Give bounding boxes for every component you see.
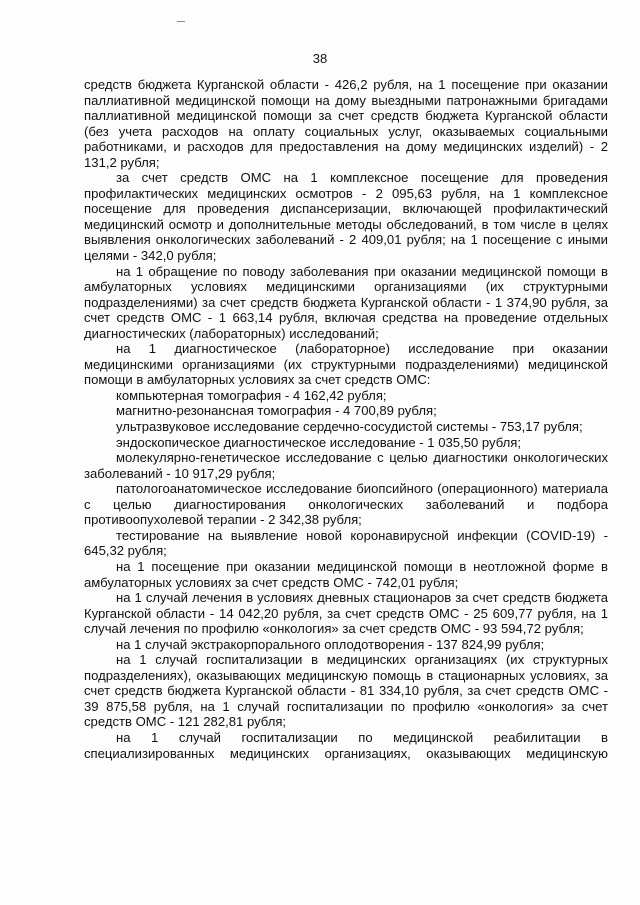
paragraph: на 1 диагностическое (лабораторное) исследование при оказании медицинскими организациями (их структурными подразделениями) медицинской помощи в амбулаторных условиях за счет средств ОМС:	[84, 341, 608, 388]
page-number: 38	[312, 51, 328, 66]
scan-mark	[177, 21, 185, 22]
paragraph: на 1 случай лечения в условиях дневных стационаров за счет средств бюджета Курганской области - 14 042,20 рубля, за счет средств ОМС - 25 609,77 рубля, на 1 случай лечения по профилю «онкология» за счет средств ОМС - 93 594,72 рубля;	[84, 590, 608, 637]
paragraph: за счет средств ОМС на 1 комплексное посещение для проведения профилактических медицинских осмотров - 2 095,63 рубля, на 1 комплексное посещение для проведения диспансеризации, включающей профилактический медицинский осмотр и дополнительные методы обследований, в том числе в целях выявления онкологических заболеваний - 2 409,01 рубля; на 1 посещение с иными целями - 342,0 рубля;	[84, 170, 608, 264]
list-item: патологоанатомическое исследование биопсийного (операционного) материала с целью диагностирования онкологических заболеваний и подбора противоопухолевой терапии - 2 342,38 рубля;	[84, 481, 608, 528]
paragraph: на 1 обращение по поводу заболевания при оказании медицинской помощи в амбулаторных условиях медицинскими организациями (их структурными подразделениями) за счет средств бюджета Курганской области - 1 374,90 рубля, за счет средств ОМС - 1 663,14 рубля, включая средства на проведение отдельных диагностических (лабораторных) исследований;	[84, 263, 608, 341]
list-item: магнитно-резонансная томография - 4 700,89 рубля;	[116, 403, 437, 419]
paragraph: средств бюджета Курганской области - 426,2 рубля, на 1 посещение при оказании паллиативной медицинской помощи на дому выездными патронажными бригадами паллиативной медицинской помощи за счет средств бюджета Курганской области (без учета расходов на оплату социальных услуг, оказываемых социальными работниками, и расходов для предоставления на дому медицинских изделий) - 2 131,2 рубля;	[84, 77, 608, 170]
list-item: молекулярно-генетическое исследование с целью диагностики онкологических заболеваний - 10 917,29 рубля;	[84, 450, 608, 481]
list-item: тестирование на выявление новой коронавирусной инфекции (COVID-19) - 645,32 рубля;	[84, 527, 608, 559]
list-item: ультразвуковое исследование сердечно-сосудистой системы - 753,17 рубля;	[116, 419, 583, 435]
paragraph: на 1 случай госпитализации по медицинской реабилитации в специализированных медицинских организациях, оказывающих медицинскую	[84, 729, 608, 761]
paragraph: на 1 посещение при оказании медицинской помощи в неотложной форме в амбулаторных условиях за счет средств ОМС - 742,01 рубля;	[84, 558, 608, 590]
paragraph: на 1 случай госпитализации в медицинских организациях (их структурных подразделениях), оказывающих медицинскую помощь в стационарных условиях, за счет средств бюджета Курганской области - 81 334,10 рубля, за счет средств ОМС - 39 875,58 рубля, на 1 случай госпитализации по профилю «онкология» за счет средств ОМС - 121 282,81 рубля;	[84, 652, 608, 730]
paragraph: на 1 случай экстракорпорального оплодотворения - 137 824,99 рубля;	[116, 636, 545, 652]
list-item: компьютерная томография - 4 162,42 рубля;	[116, 387, 387, 403]
body-text	[84, 77, 608, 761]
list-item: эндоскопическое диагностическое исследование - 1 035,50 рубля;	[116, 434, 522, 450]
